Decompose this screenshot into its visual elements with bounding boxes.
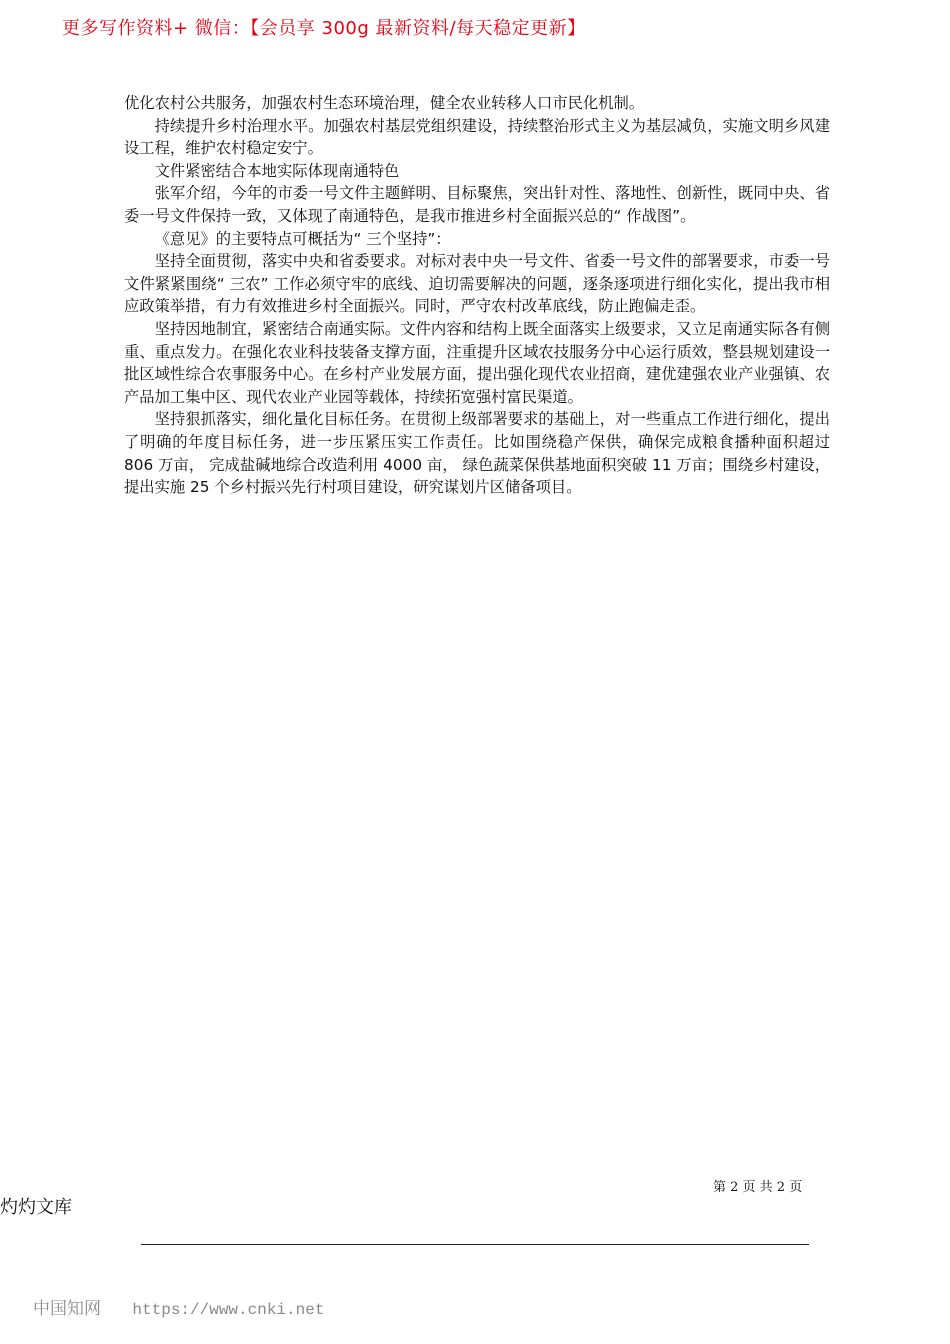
- paragraph: 优化农村公共服务，加强农村生态环境治理，健全农业转移人口市民化机制。: [124, 94, 645, 112]
- page-number: 第 2 页 共 2 页: [713, 1180, 803, 1195]
- paragraph: 坚持因地制宜，紧密结合南通实际。文件内容和结构上既全面落实上级要求，又立足南通实际各有侧重、重点发力。在强化农业科技装备支撑方面，注重提升区域农技服务分中心运行质效，整县规划建设一批区域性综合农事服务中心。在乡村产业发展方面，提出强化现代农业招商，建优建强农业产业强镇、农产品加工集中区、现代农业产业园等载体，持续拓宽强村富民渠道。: [124, 319, 830, 406]
- document-body: [124, 92, 830, 499]
- paragraph: 坚持狠抓落实，细化量化目标任务。在贯彻上级部署要求的基础上，对一些重点工作进行细化，提出了明确的年度目标任务，进一步压紧压实工作责任。比如围绕稳产保供，确保完成粮食播种面积超过 806 万亩， 完成盐碱地综合改造利用 4000 亩， 绿色蔬菜保供基地面积突破 11 万亩；围绕乡村建设，提出实施 25 个乡村振兴先行村项目建设，研究谋划片区储备项目。: [124, 410, 830, 497]
- library-brand: 灼灼文库: [0, 1197, 72, 1218]
- paragraph: 《意见》的主要特点可概括为“ 三个坚持”：: [154, 229, 451, 248]
- cnki-watermark: [33, 1294, 324, 1319]
- paragraph: 持续提升乡村治理水平。加强农村基层党组织建设，持续整治形式主义为基层减负，实施文明乡风建设工程，维护农村稳定安宁。: [124, 116, 830, 158]
- watermark-url: https://www.cnki.net: [132, 1301, 325, 1319]
- footer-divider: [141, 1244, 809, 1245]
- paragraph: 坚持全面贯彻，落实中央和省委要求。对标对表中央一号文件、省委一号文件的部署要求，市委一号文件紧紧围绕“ 三农” 工作必须守牢的底线、迫切需要解决的问题，逐条逐项进行细化实化，提出我市相应政策举措，有力有效推进乡村全面振兴。同时，严守农村改革底线，防止跑偏走歪。: [124, 252, 830, 316]
- watermark-name: 中国知网: [33, 1299, 101, 1319]
- section-heading: 文件紧密结合本地实际体现南通特色: [154, 161, 400, 180]
- promo-banner: 更多写作资料+ 微信：【会员享 300g 最新资料/每天稳定更新】: [62, 18, 586, 39]
- paragraph: 张军介绍，今年的市委一号文件主题鲜明、目标聚焦，突出针对性、落地性、创新性，既同中央、省委一号文件保持一致，又体现了南通特色，是我市推进乡村全面振兴总的“ 作战图”。: [124, 184, 830, 225]
